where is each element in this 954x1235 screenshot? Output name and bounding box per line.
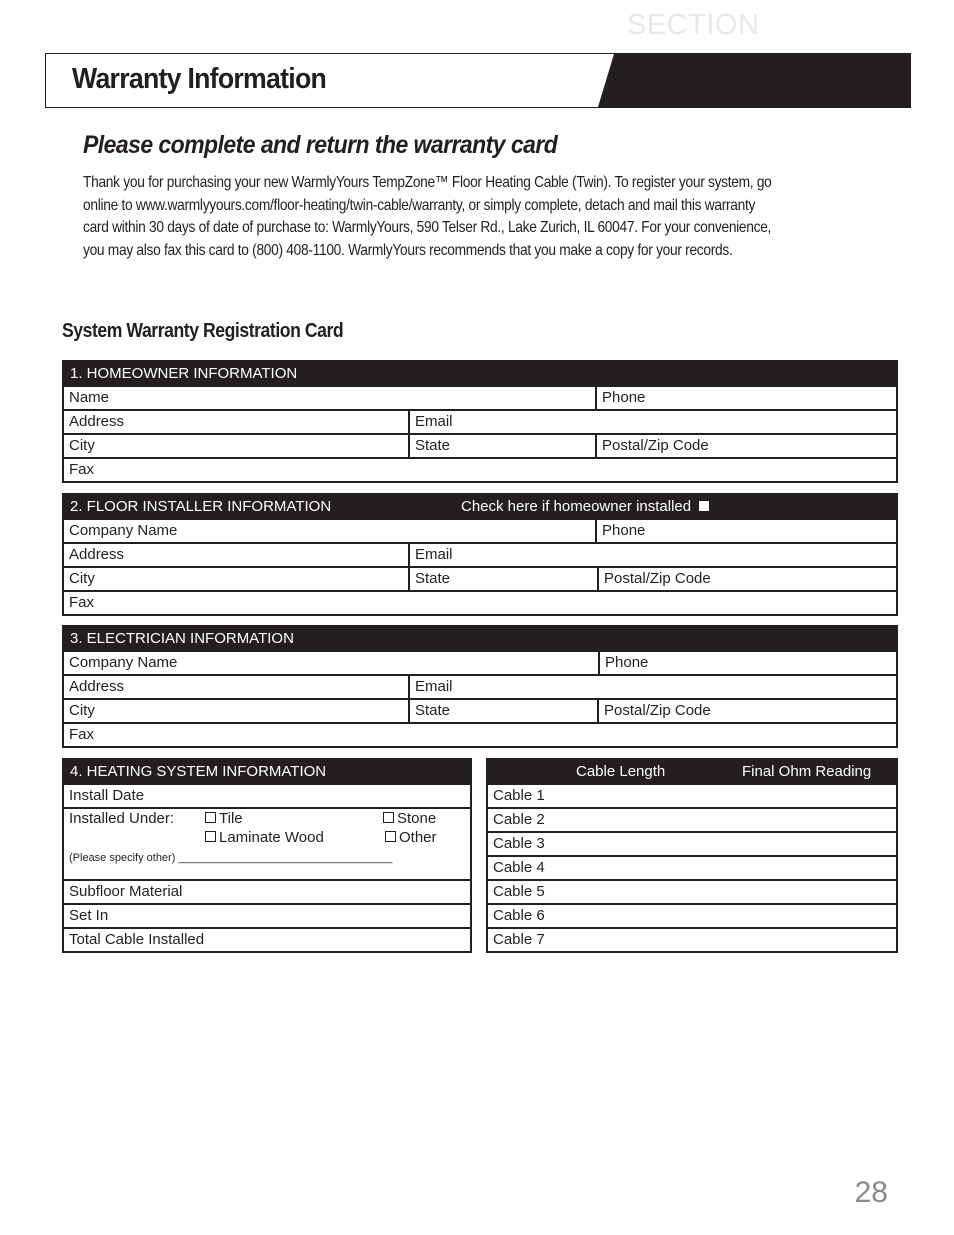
cable-row[interactable]: Cable 2 <box>493 811 545 828</box>
subtitle: Please complete and return the warranty card <box>83 131 558 159</box>
stone-label: Stone <box>397 810 437 827</box>
electrician-fax-field[interactable]: Fax <box>69 726 95 743</box>
option-tile[interactable] <box>205 810 243 827</box>
installer-company-field[interactable]: Company Name <box>69 522 178 539</box>
phone-field[interactable]: Phone <box>595 387 896 409</box>
electrician-email-field[interactable]: Email <box>408 676 896 698</box>
cable-row[interactable]: Cable 4 <box>493 859 545 876</box>
page-number: 28 <box>854 1176 888 1209</box>
card-title: System Warranty Registration Card <box>62 320 344 342</box>
other-label: Other <box>399 829 437 846</box>
installer-email-field[interactable]: Email <box>408 544 896 566</box>
cable-length-header: Cable Length <box>576 763 666 780</box>
city-field[interactable]: City <box>69 437 95 454</box>
total-cable-field[interactable]: Total Cable Installed <box>69 931 205 948</box>
other-checkbox-icon[interactable] <box>385 831 396 842</box>
homeowner-installed-label: Check here if homeowner installed <box>461 498 692 515</box>
state-field[interactable]: State <box>408 435 595 457</box>
intro-paragraph: Thank you for purchasing your new WarmlyYours TempZone™ Floor Heating Cable (Twin). To register your system, go online to www.warmlyyours.com/floor-heating/twin-cable/warranty, or simply complete, detach and mail this warranty card within 30 days of date of purchase to: WarmlyYours, 590 Telser Rd., Lake Zurich, IL 60047. For your convenience, you may also fax this card to (800) 408-1100. WarmlyYours recommends that you make a copy for your records. <box>83 174 772 259</box>
cable-table-header <box>488 760 896 783</box>
option-stone[interactable] <box>383 810 436 827</box>
section-number: 10 <box>767 9 802 41</box>
electrician-section <box>62 625 898 748</box>
name-field[interactable]: Name <box>69 389 110 406</box>
address-field[interactable]: Address <box>69 413 125 430</box>
subfloor-field[interactable]: Subfloor Material <box>69 883 183 900</box>
specify-other-line[interactable]: (Please specify other) ___________________________________ <box>69 852 393 864</box>
option-laminate-wood[interactable] <box>205 829 324 846</box>
cable-row[interactable]: Cable 1 <box>493 787 545 804</box>
option-other[interactable] <box>385 829 437 846</box>
section-header <box>45 53 911 108</box>
installer-heading: 2. FLOOR INSTALLER INFORMATION <box>70 498 332 515</box>
heating-heading: 4. HEATING SYSTEM INFORMATION <box>64 760 470 783</box>
installer-address-field[interactable]: Address <box>69 546 125 563</box>
heating-section <box>62 758 472 953</box>
electrician-heading: 3. ELECTRICIAN INFORMATION <box>64 627 896 650</box>
set-in-field[interactable]: Set In <box>69 907 109 924</box>
tile-label: Tile <box>219 810 243 827</box>
electrician-company-field[interactable]: Company Name <box>69 654 178 671</box>
page-title: Warranty Information <box>72 63 327 95</box>
homeowner-installed-note <box>461 495 709 519</box>
installer-city-field[interactable]: City <box>69 570 95 587</box>
installer-state-field[interactable]: State <box>408 568 597 590</box>
section-word: SECTION <box>627 9 760 41</box>
installer-section <box>62 493 898 616</box>
installer-zip-field[interactable]: Postal/Zip Code <box>597 568 896 590</box>
cable-row[interactable]: Cable 3 <box>493 835 545 852</box>
installed-under-group <box>64 807 470 879</box>
install-date-field[interactable]: Install Date <box>69 787 145 804</box>
zip-field[interactable]: Postal/Zip Code <box>595 435 896 457</box>
cable-row[interactable]: Cable 7 <box>493 931 545 948</box>
section-label <box>627 9 801 42</box>
section-banner <box>598 54 910 107</box>
installer-heading-bar <box>64 495 896 518</box>
ohm-reading-header: Final Ohm Reading <box>742 763 872 780</box>
tile-checkbox-icon[interactable] <box>205 812 216 823</box>
laminate-checkbox-icon[interactable] <box>205 831 216 842</box>
electrician-city-field[interactable]: City <box>69 702 95 719</box>
installed-under-label: Installed Under: <box>69 810 175 827</box>
homeowner-installed-checkbox[interactable] <box>699 501 709 511</box>
cable-row[interactable]: Cable 6 <box>493 907 545 924</box>
electrician-zip-field[interactable]: Postal/Zip Code <box>597 700 896 722</box>
installer-fax-field[interactable]: Fax <box>69 594 95 611</box>
cable-row[interactable]: Cable 5 <box>493 883 545 900</box>
fax-field[interactable]: Fax <box>69 461 95 478</box>
stone-checkbox-icon[interactable] <box>383 812 394 823</box>
email-field[interactable]: Email <box>408 411 896 433</box>
installer-phone-field[interactable]: Phone <box>595 520 896 542</box>
electrician-address-field[interactable]: Address <box>69 678 125 695</box>
laminate-label: Laminate Wood <box>219 829 324 846</box>
homeowner-section <box>62 360 898 483</box>
homeowner-heading: 1. HOMEOWNER INFORMATION <box>64 362 896 385</box>
electrician-phone-field[interactable]: Phone <box>598 652 896 674</box>
cable-table <box>486 758 898 953</box>
electrician-state-field[interactable]: State <box>408 700 597 722</box>
